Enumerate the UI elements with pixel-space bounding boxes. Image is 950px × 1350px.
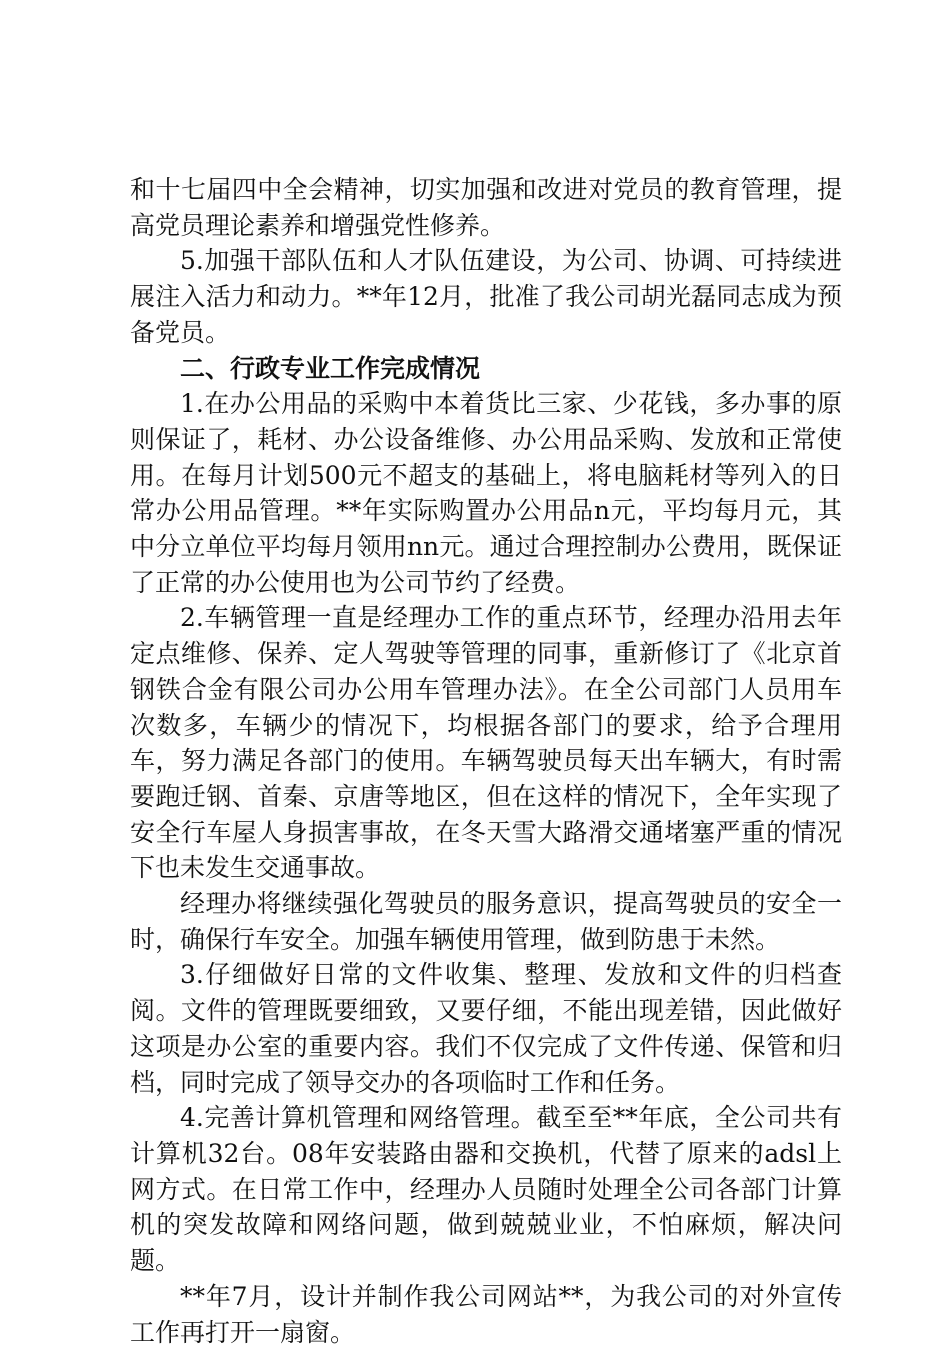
paragraph-item-1: 1.在办公用品的采购中本着货比三家、少花钱，多办事的原则保证了，耗材、办公设备维修、办公用品采购、发放和正常使用。在每月计划500元不超支的基础上，将电脑耗材等列入的日常办公用品管理。**年实际购置办公用品n元，平均每月元，其中分立单位平均每月领用nn元。通过合理控制办公费用，既保证了正常的办公使用也为公司节约了经费。 [130, 389, 842, 597]
document-body [130, 172, 842, 1350]
paragraph-item-2: 2.车辆管理一直是经理办工作的重点环节，经理办沿用去年定点维修、保养、定人驾驶等管理的同事，重新修订了《北京首钢铁合金有限公司办公用车管理办法》。在全公司部门人员用车次数多，车辆少的情况下，均根据各部门的要求，给予合理用车，努力满足各部门的使用。车辆驾驶员每天出车辆大，有时需要跑迁钢、首秦、京唐等地区，但在这样的情况下，全年实现了安全行车屋人身损害事故，在冬天雪大路滑交通堵塞严重的情况下也未发生交通事故。 [130, 603, 842, 883]
paragraph-item-5: 5.加强干部队伍和人才队伍建设，为公司、协调、可持续进展注入活力和动力。**年12月，批准了我公司胡光磊同志成为预备党员。 [130, 246, 842, 347]
paragraph-item-3: 3.仔细做好日常的文件收集、整理、发放和文件的归档查阅。文件的管理既要细致，又要仔细，不能出现差错，因此做好这项是办公室的重要内容。我们不仅完成了文件传递、保管和归档，同时完成了领导交办的各项临时工作和任务。 [130, 960, 842, 1097]
paragraph-item-4: 4.完善计算机管理和网络管理。截至至**年底，全公司共有计算机32台。08年安装路由器和交换机，代替了原来的adsl上网方式。在日常工作中，经理办人员随时处理全公司各部门计算机的突发故障和网络问题，做到兢兢业业，不怕麻烦，解决问题。 [130, 1103, 842, 1276]
paragraph-continuation: 和十七届四中全会精神，切实加强和改进对党员的教育管理，提高党员理论素养和增强党性修养。 [130, 175, 842, 240]
section-heading: 二、行政专业工作完成情况 [180, 353, 481, 383]
paragraph-driver-safety: 经理办将继续强化驾驶员的服务意识，提高驾驶员的安全一时，确保行车安全。加强车辆使用管理，做到防患于未然。 [130, 889, 842, 954]
paragraph-website: **年7月，设计并制作我公司网站**，为我公司的对外宣传工作再打开一扇窗。 [130, 1281, 842, 1347]
